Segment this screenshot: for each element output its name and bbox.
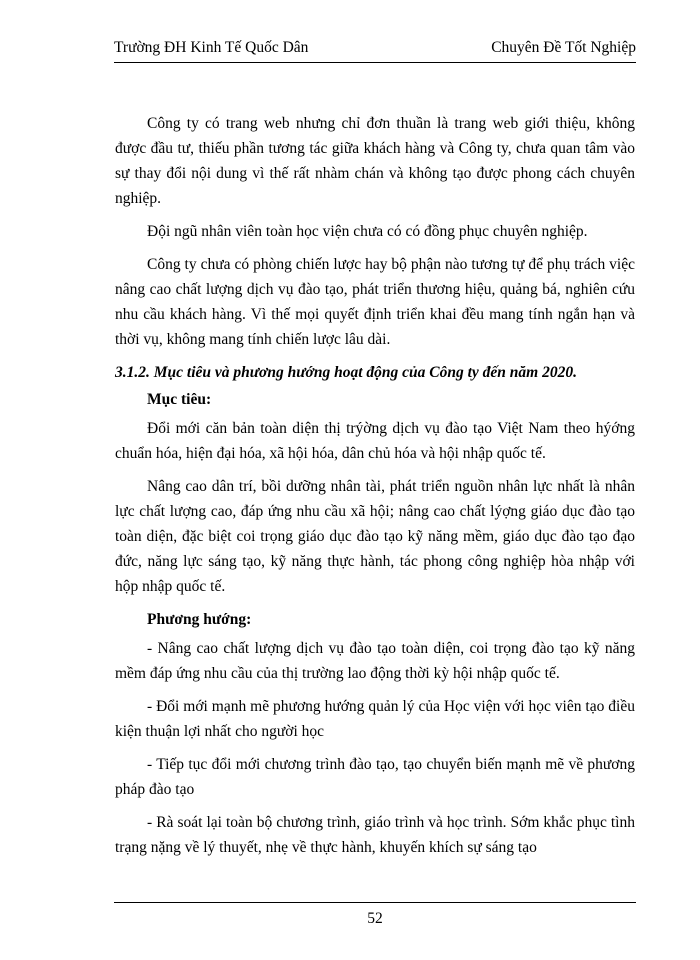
direction-item-2: - Đổi mới mạnh mẽ phương hướng quản lý của Học viện với học viên tạo điều kiện thuận lợi nhất cho người học [115,698,635,740]
header-document-type: Chuyên Đề Tốt Nghiệp [491,39,636,56]
paragraph-strategy: Công ty chưa có phòng chiến lược hay bộ phận nào tương tự để phụ trách việc nâng cao chất lượng dịch vụ đào tạo, phát triển thương hiệu, quảng bá, nghiên cứu nhu cầu khách hàng. Vì thế mọi quyết định triển khai đều mang tính ngắn hạn và thời vụ, không mang tính chiến lược lâu dài. [115,256,635,348]
header-university: Trường ĐH Kinh Tế Quốc Dân [114,39,309,56]
page-body [115,111,635,868]
paragraph-uniform: Đội ngũ nhân viên toàn học viện chưa có có đồng phục chuyên nghiệp. [147,223,588,240]
paragraph-website: Công ty có trang web nhưng chỉ đơn thuần là trang web giới thiệu, không được đầu tư, thiếu phần tương tác giữa khách hàng và Công ty, chưa quan tâm vào sự thay đổi nội dung vì thế rất nhàm chán và không tạo được phong cách chuyên nghiệp. [115,115,635,207]
section-heading: 3.1.2. Mục tiêu và phương hướng hoạt động của Công ty đến năm 2020. [115,364,577,381]
paragraph-objective-1: Đổi mới căn bản toàn diện thị trýờng dịch vụ đào tạo Việt Nam theo hýớng chuẩn hóa, hiện đại hóa, xã hội hóa, dân chủ hóa và hội nhập quốc tế. [115,420,635,462]
page-header [114,36,636,60]
direction-item-4: - Rà soát lại toàn bộ chương trình, giáo trình và học trình. Sớm khắc phục tình trạng nặng về lý thuyết, nhẹ về thực hành, khuyến khích sự sáng tạo [115,814,635,856]
objectives-label: Mục tiêu: [147,391,212,408]
directions-label: Phương hướng: [147,611,252,628]
direction-item-3: - Tiếp tục đổi mới chương trình đào tạo, tạo chuyển biến mạnh mẽ về phương pháp đào tạo [115,756,635,798]
page-number: 52 [367,910,383,927]
header-rule [114,62,636,63]
footer-rule [114,902,636,903]
direction-item-1: - Nâng cao chất lượng dịch vụ đào tạo toàn diện, coi trọng đào tạo kỹ năng mềm đáp ứng nhu cầu của thị trường lao động thời kỳ hội nhập quốc tế. [115,640,635,682]
paragraph-objective-2: Nâng cao dân trí, bồi dưỡng nhân tài, phát triển nguồn nhân lực nhất là nhân lực chất lượng cao, đáp ứng nhu cầu xã hội; nâng cao chất lýợng giáo dục đào tạo toàn diện, đặc biệt coi trọng giáo dục đào tạo kỹ năng mềm, giáo dục đào tạo đạo đức, năng lực sáng tạo, kỹ năng thực hành, tác phong công nghiệp hòa nhập với hộp nhập quốc tế. [115,478,635,595]
